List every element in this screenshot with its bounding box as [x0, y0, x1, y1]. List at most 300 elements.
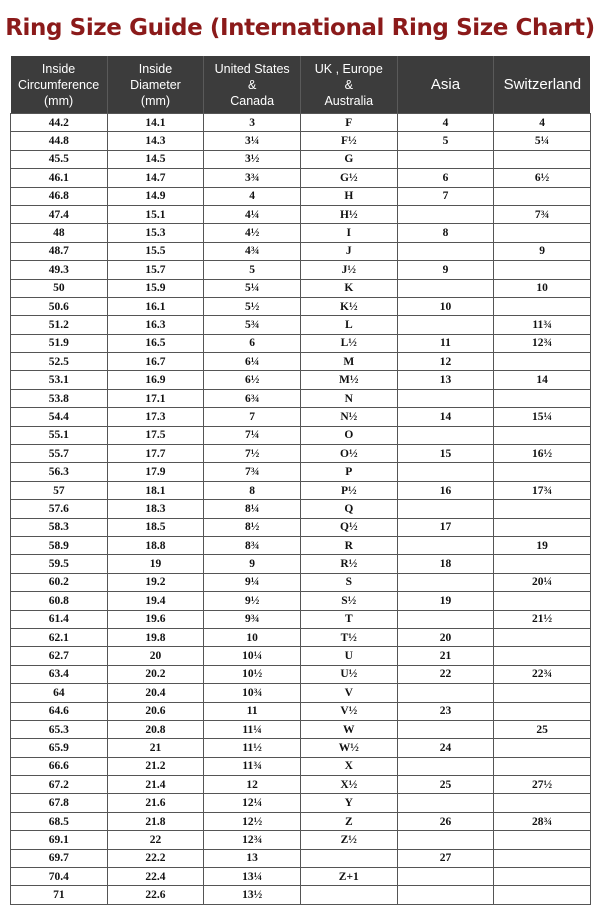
header-asia [397, 56, 494, 114]
cell-asia [397, 868, 494, 886]
cell-switzerland: 25 [494, 720, 591, 738]
cell-asia: 20 [397, 628, 494, 646]
header-inside-circumference [11, 56, 108, 114]
header-line: Inside [41, 61, 76, 76]
cell-uk-europe-australia: K [300, 279, 397, 297]
cell-circumference: 63.4 [11, 665, 108, 683]
cell-circumference: 69.7 [11, 849, 108, 867]
cell-circumference: 47.4 [11, 205, 108, 223]
cell-diameter: 17.5 [107, 426, 204, 444]
cell-diameter: 14.5 [107, 150, 204, 168]
cell-diameter: 19.6 [107, 610, 204, 628]
cell-us-canada: 12½ [204, 812, 301, 830]
cell-asia: 5 [397, 132, 494, 150]
cell-switzerland: 9 [494, 242, 591, 260]
table-row [11, 224, 591, 242]
table-row [11, 665, 591, 683]
cell-uk-europe-australia: X½ [300, 776, 397, 794]
cell-circumference: 68.5 [11, 812, 108, 830]
cell-uk-europe-australia: K½ [300, 297, 397, 315]
table-row [11, 610, 591, 628]
table-row [11, 536, 591, 554]
cell-asia [397, 794, 494, 812]
cell-switzerland [494, 628, 591, 646]
cell-switzerland [494, 739, 591, 757]
cell-circumference: 57.6 [11, 500, 108, 518]
cell-asia [397, 500, 494, 518]
cell-us-canada: 9 [204, 555, 301, 573]
header-line: UK , Europe [314, 61, 383, 76]
cell-us-canada: 9¼ [204, 573, 301, 591]
cell-circumference: 61.4 [11, 610, 108, 628]
cell-us-canada: 7¼ [204, 426, 301, 444]
cell-switzerland [494, 463, 591, 481]
cell-uk-europe-australia: U [300, 647, 397, 665]
cell-us-canada: 5½ [204, 297, 301, 315]
cell-asia [397, 886, 494, 904]
cell-switzerland: 15¼ [494, 408, 591, 426]
cell-diameter: 19.2 [107, 573, 204, 591]
cell-us-canada: 12 [204, 776, 301, 794]
header-switzerland [494, 56, 591, 114]
cell-diameter: 18.1 [107, 481, 204, 499]
cell-us-canada: 5¼ [204, 279, 301, 297]
table-body [11, 114, 591, 905]
table-row [11, 684, 591, 702]
cell-us-canada: 4¼ [204, 205, 301, 223]
cell-circumference: 50 [11, 279, 108, 297]
cell-us-canada: 12¼ [204, 794, 301, 812]
cell-asia: 12 [397, 353, 494, 371]
cell-diameter: 18.3 [107, 500, 204, 518]
cell-diameter: 15.9 [107, 279, 204, 297]
cell-switzerland [494, 297, 591, 315]
cell-diameter: 17.9 [107, 463, 204, 481]
cell-switzerland [494, 187, 591, 205]
cell-uk-europe-australia: Y [300, 794, 397, 812]
cell-switzerland [494, 150, 591, 168]
cell-asia: 11 [397, 334, 494, 352]
cell-uk-europe-australia: G [300, 150, 397, 168]
cell-diameter: 17.3 [107, 408, 204, 426]
cell-uk-europe-australia: S½ [300, 592, 397, 610]
cell-switzerland [494, 684, 591, 702]
cell-us-canada: 4½ [204, 224, 301, 242]
cell-circumference: 56.3 [11, 463, 108, 481]
cell-switzerland: 20¼ [494, 573, 591, 591]
cell-circumference: 60.2 [11, 573, 108, 591]
table-header-row [11, 56, 591, 114]
cell-diameter: 20 [107, 647, 204, 665]
cell-switzerland [494, 261, 591, 279]
cell-circumference: 48.7 [11, 242, 108, 260]
cell-us-canada: 11¼ [204, 720, 301, 738]
cell-uk-europe-australia: L [300, 316, 397, 334]
cell-asia [397, 831, 494, 849]
cell-circumference: 44.8 [11, 132, 108, 150]
cell-circumference: 69.1 [11, 831, 108, 849]
cell-us-canada: 6¼ [204, 353, 301, 371]
cell-diameter: 19.8 [107, 628, 204, 646]
cell-uk-europe-australia: N½ [300, 408, 397, 426]
cell-us-canada: 10¾ [204, 684, 301, 702]
cell-uk-europe-australia: Q [300, 500, 397, 518]
cell-asia: 25 [397, 776, 494, 794]
cell-uk-europe-australia: J½ [300, 261, 397, 279]
cell-us-canada: 10¼ [204, 647, 301, 665]
cell-circumference: 48 [11, 224, 108, 242]
cell-switzerland: 12¾ [494, 334, 591, 352]
cell-asia: 19 [397, 592, 494, 610]
cell-asia: 18 [397, 555, 494, 573]
header-line: United States [214, 61, 290, 76]
cell-uk-europe-australia: P [300, 463, 397, 481]
cell-switzerland [494, 224, 591, 242]
header-line: Canada [230, 93, 275, 108]
cell-uk-europe-australia: V [300, 684, 397, 702]
cell-switzerland: 28¾ [494, 812, 591, 830]
table-row [11, 757, 591, 775]
cell-us-canada: 10 [204, 628, 301, 646]
cell-switzerland: 17¾ [494, 481, 591, 499]
cell-us-canada: 7¾ [204, 463, 301, 481]
cell-asia: 21 [397, 647, 494, 665]
cell-diameter: 21.6 [107, 794, 204, 812]
cell-switzerland: 5¼ [494, 132, 591, 150]
cell-uk-europe-australia: Z+1 [300, 868, 397, 886]
cell-asia [397, 720, 494, 738]
cell-circumference: 49.3 [11, 261, 108, 279]
cell-diameter: 14.1 [107, 114, 204, 132]
cell-asia: 22 [397, 665, 494, 683]
cell-uk-europe-australia [300, 886, 397, 904]
cell-us-canada: 7½ [204, 445, 301, 463]
cell-uk-europe-australia: F½ [300, 132, 397, 150]
cell-circumference: 59.5 [11, 555, 108, 573]
cell-asia: 17 [397, 518, 494, 536]
cell-asia: 26 [397, 812, 494, 830]
cell-asia [397, 316, 494, 334]
table-row [11, 279, 591, 297]
table-row [11, 297, 591, 315]
cell-asia: 24 [397, 739, 494, 757]
cell-circumference: 54.4 [11, 408, 108, 426]
cell-circumference: 65.9 [11, 739, 108, 757]
cell-asia: 16 [397, 481, 494, 499]
cell-diameter: 16.5 [107, 334, 204, 352]
header-inside-diameter [107, 56, 204, 114]
cell-diameter: 15.5 [107, 242, 204, 260]
header-line: Asia [430, 75, 461, 93]
cell-us-canada: 5 [204, 261, 301, 279]
cell-us-canada: 9½ [204, 592, 301, 610]
cell-asia [397, 573, 494, 591]
cell-diameter: 19 [107, 555, 204, 573]
cell-diameter: 22.2 [107, 849, 204, 867]
cell-circumference: 51.9 [11, 334, 108, 352]
cell-uk-europe-australia: U½ [300, 665, 397, 683]
cell-uk-europe-australia: W½ [300, 739, 397, 757]
cell-circumference: 66.6 [11, 757, 108, 775]
cell-diameter: 17.7 [107, 445, 204, 463]
cell-asia [397, 757, 494, 775]
table-row [11, 169, 591, 187]
cell-diameter: 22.6 [107, 886, 204, 904]
cell-circumference: 58.9 [11, 536, 108, 554]
cell-us-canada: 6½ [204, 371, 301, 389]
cell-uk-europe-australia: Q½ [300, 518, 397, 536]
cell-switzerland: 11¾ [494, 316, 591, 334]
cell-us-canada: 13½ [204, 886, 301, 904]
cell-asia [397, 389, 494, 407]
cell-us-canada: 13 [204, 849, 301, 867]
cell-us-canada: 3¾ [204, 169, 301, 187]
cell-asia: 14 [397, 408, 494, 426]
cell-uk-europe-australia: J [300, 242, 397, 260]
cell-uk-europe-australia: M [300, 353, 397, 371]
cell-diameter: 17.1 [107, 389, 204, 407]
cell-uk-europe-australia: R½ [300, 555, 397, 573]
cell-switzerland: 27½ [494, 776, 591, 794]
cell-uk-europe-australia: X [300, 757, 397, 775]
cell-us-canada: 4 [204, 187, 301, 205]
cell-switzerland [494, 647, 591, 665]
cell-diameter: 18.5 [107, 518, 204, 536]
cell-asia: 9 [397, 261, 494, 279]
cell-uk-europe-australia: T [300, 610, 397, 628]
table-row [11, 776, 591, 794]
cell-switzerland: 16½ [494, 445, 591, 463]
cell-switzerland: 10 [494, 279, 591, 297]
table-row [11, 114, 591, 132]
page-title: Ring Size Guide (International Ring Size Chart) [5, 15, 595, 41]
cell-circumference: 60.8 [11, 592, 108, 610]
cell-diameter: 14.9 [107, 187, 204, 205]
cell-uk-europe-australia: O½ [300, 445, 397, 463]
cell-diameter: 16.7 [107, 353, 204, 371]
cell-us-canada: 7 [204, 408, 301, 426]
table-row [11, 445, 591, 463]
cell-diameter: 20.8 [107, 720, 204, 738]
cell-switzerland [494, 757, 591, 775]
cell-circumference: 55.7 [11, 445, 108, 463]
cell-switzerland [494, 886, 591, 904]
cell-circumference: 51.2 [11, 316, 108, 334]
table-row [11, 573, 591, 591]
cell-switzerland: 21½ [494, 610, 591, 628]
cell-circumference: 52.5 [11, 353, 108, 371]
cell-us-canada: 10½ [204, 665, 301, 683]
cell-uk-europe-australia: W [300, 720, 397, 738]
cell-asia: 10 [397, 297, 494, 315]
cell-circumference: 55.1 [11, 426, 108, 444]
cell-switzerland: 22¾ [494, 665, 591, 683]
cell-asia: 8 [397, 224, 494, 242]
cell-circumference: 53.8 [11, 389, 108, 407]
cell-switzerland [494, 868, 591, 886]
cell-diameter: 14.3 [107, 132, 204, 150]
cell-switzerland [494, 702, 591, 720]
cell-circumference: 46.1 [11, 169, 108, 187]
cell-switzerland [494, 555, 591, 573]
cell-switzerland [494, 518, 591, 536]
cell-diameter: 21.4 [107, 776, 204, 794]
table-row [11, 242, 591, 260]
table-row [11, 261, 591, 279]
cell-switzerland [494, 353, 591, 371]
cell-diameter: 15.7 [107, 261, 204, 279]
cell-us-canada: 11¾ [204, 757, 301, 775]
table-row [11, 555, 591, 573]
cell-switzerland: 7¾ [494, 205, 591, 223]
cell-uk-europe-australia: Z [300, 812, 397, 830]
cell-uk-europe-australia: R [300, 536, 397, 554]
table-row [11, 408, 591, 426]
cell-asia [397, 463, 494, 481]
cell-circumference: 44.2 [11, 114, 108, 132]
table-row [11, 794, 591, 812]
cell-switzerland [494, 592, 591, 610]
cell-circumference: 67.8 [11, 794, 108, 812]
cell-us-canada: 4¾ [204, 242, 301, 260]
cell-us-canada: 13¼ [204, 868, 301, 886]
table-row [11, 628, 591, 646]
table-row [11, 849, 591, 867]
cell-diameter: 16.9 [107, 371, 204, 389]
cell-uk-europe-australia [300, 849, 397, 867]
cell-us-canada: 3 [204, 114, 301, 132]
table-row [11, 132, 591, 150]
header-line: Diameter [130, 77, 181, 92]
cell-switzerland [494, 849, 591, 867]
cell-switzerland [494, 426, 591, 444]
table-row [11, 702, 591, 720]
cell-us-canada: 6¾ [204, 389, 301, 407]
cell-uk-europe-australia: N [300, 389, 397, 407]
cell-circumference: 50.6 [11, 297, 108, 315]
cell-switzerland: 6½ [494, 169, 591, 187]
cell-diameter: 15.3 [107, 224, 204, 242]
cell-uk-europe-australia: G½ [300, 169, 397, 187]
header-line: Australia [324, 93, 374, 108]
table-row [11, 592, 591, 610]
cell-uk-europe-australia: M½ [300, 371, 397, 389]
cell-asia [397, 536, 494, 554]
table-row [11, 720, 591, 738]
cell-circumference: 58.3 [11, 518, 108, 536]
cell-circumference: 57 [11, 481, 108, 499]
cell-asia: 6 [397, 169, 494, 187]
cell-asia [397, 610, 494, 628]
cell-asia [397, 242, 494, 260]
cell-uk-europe-australia: V½ [300, 702, 397, 720]
cell-switzerland [494, 831, 591, 849]
cell-diameter: 16.3 [107, 316, 204, 334]
cell-asia [397, 205, 494, 223]
cell-circumference: 64.6 [11, 702, 108, 720]
table-row [11, 500, 591, 518]
cell-uk-europe-australia: L½ [300, 334, 397, 352]
cell-us-canada: 5¾ [204, 316, 301, 334]
cell-uk-europe-australia: F [300, 114, 397, 132]
cell-asia: 4 [397, 114, 494, 132]
table-row [11, 831, 591, 849]
table-row [11, 187, 591, 205]
cell-switzerland: 14 [494, 371, 591, 389]
header-line: Switzerland [503, 75, 582, 93]
table-row [11, 389, 591, 407]
cell-us-canada: 12¾ [204, 831, 301, 849]
cell-asia: 27 [397, 849, 494, 867]
cell-diameter: 20.4 [107, 684, 204, 702]
cell-circumference: 46.8 [11, 187, 108, 205]
cell-diameter: 21.8 [107, 812, 204, 830]
cell-switzerland [494, 500, 591, 518]
cell-diameter: 21 [107, 739, 204, 757]
cell-diameter: 22.4 [107, 868, 204, 886]
cell-diameter: 21.2 [107, 757, 204, 775]
table-row [11, 316, 591, 334]
cell-asia [397, 426, 494, 444]
cell-switzerland: 19 [494, 536, 591, 554]
cell-us-canada: 8 [204, 481, 301, 499]
cell-circumference: 71 [11, 886, 108, 904]
cell-diameter: 20.2 [107, 665, 204, 683]
cell-diameter: 16.1 [107, 297, 204, 315]
cell-circumference: 45.5 [11, 150, 108, 168]
cell-diameter: 18.8 [107, 536, 204, 554]
cell-diameter: 22 [107, 831, 204, 849]
header-us-canada [204, 56, 301, 114]
cell-asia: 13 [397, 371, 494, 389]
cell-uk-europe-australia: O [300, 426, 397, 444]
cell-switzerland: 4 [494, 114, 591, 132]
header-line: & [247, 77, 257, 92]
cell-us-canada: 11 [204, 702, 301, 720]
table-row [11, 739, 591, 757]
cell-diameter: 20.6 [107, 702, 204, 720]
table-row [11, 353, 591, 371]
table-row [11, 334, 591, 352]
cell-circumference: 65.3 [11, 720, 108, 738]
header-line: & [344, 77, 353, 92]
cell-circumference: 70.4 [11, 868, 108, 886]
cell-switzerland [494, 794, 591, 812]
cell-circumference: 64 [11, 684, 108, 702]
table-row [11, 205, 591, 223]
table-row [11, 868, 591, 886]
cell-diameter: 14.7 [107, 169, 204, 187]
header-line: (mm) [140, 93, 171, 108]
cell-circumference: 67.2 [11, 776, 108, 794]
header-line: (mm) [44, 93, 74, 108]
cell-us-canada: 11½ [204, 739, 301, 757]
cell-us-canada: 8½ [204, 518, 301, 536]
table-row [11, 647, 591, 665]
cell-us-canada: 3½ [204, 150, 301, 168]
cell-asia: 7 [397, 187, 494, 205]
cell-uk-europe-australia: T½ [300, 628, 397, 646]
header-line: Circumference [17, 77, 100, 92]
cell-asia: 15 [397, 445, 494, 463]
table-row [11, 150, 591, 168]
cell-asia [397, 150, 494, 168]
cell-asia [397, 684, 494, 702]
cell-uk-europe-australia: I [300, 224, 397, 242]
cell-asia: 23 [397, 702, 494, 720]
cell-us-canada: 6 [204, 334, 301, 352]
cell-us-canada: 9¾ [204, 610, 301, 628]
